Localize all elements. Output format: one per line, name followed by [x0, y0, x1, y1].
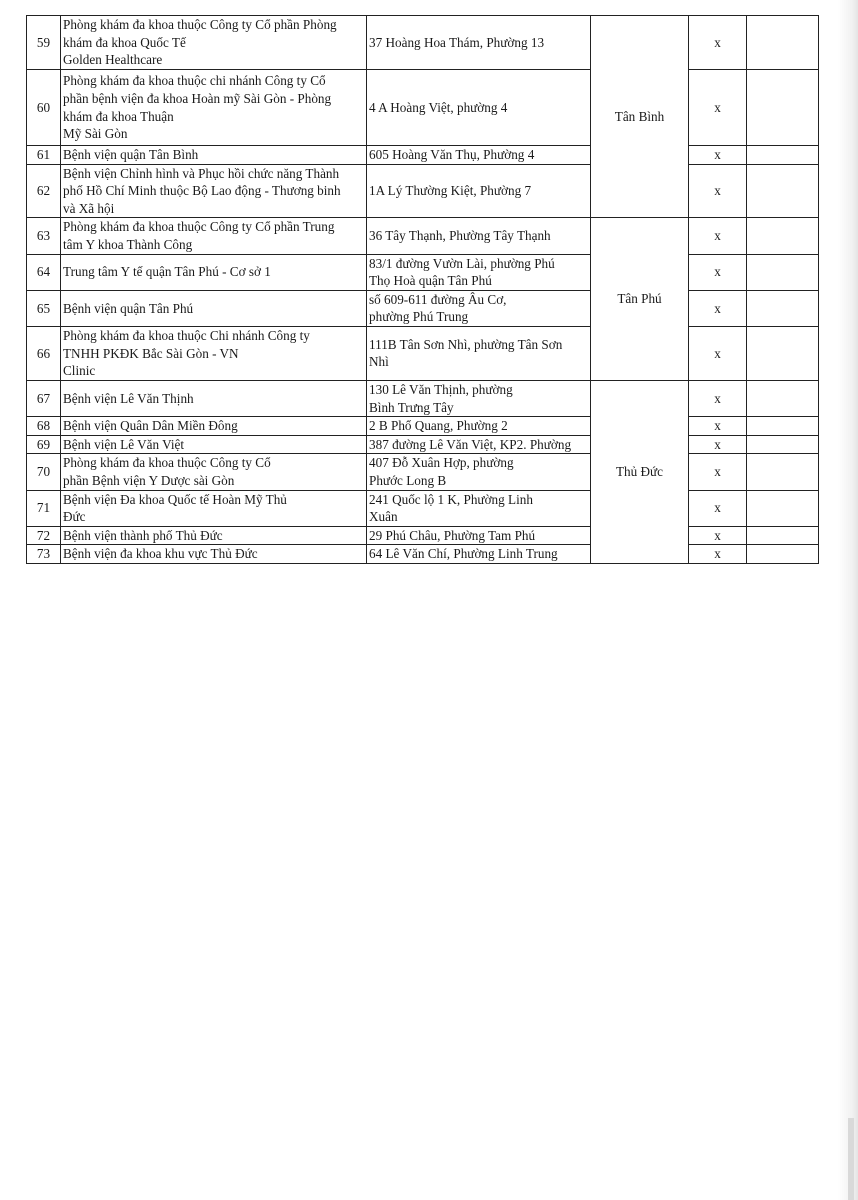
cell-line: Bệnh viện thành phố Thủ Đức: [63, 527, 223, 543]
facility-name: [61, 16, 367, 70]
table-row: [27, 70, 819, 146]
facility-name: [61, 526, 367, 545]
empty-cell: [747, 146, 819, 165]
cell-line: Bệnh viện Đa khoa Quốc tế Hoàn Mỹ Thủ: [63, 491, 287, 507]
cell-line: Bình Trưng Tây: [369, 399, 454, 415]
facility-name: [61, 70, 367, 146]
cell-line: Bệnh viện Chỉnh hình và Phục hồi chức năng Thành: [63, 165, 340, 181]
row-number: 65: [27, 290, 61, 326]
cell-line: 130 Lê Văn Thịnh, phường: [369, 381, 513, 397]
facility-name: [61, 417, 367, 436]
cell-line: Phòng khám đa khoa thuộc Chi nhánh Công ty: [63, 328, 310, 344]
facility-address: [367, 490, 591, 526]
table-row: [27, 454, 819, 490]
cell-line: 407 Đỗ Xuân Hợp, phường: [369, 455, 514, 471]
facility-name: [61, 326, 367, 380]
facility-address: [367, 326, 591, 380]
cell-line: Bệnh viện quận Tân Phú: [63, 300, 194, 316]
cell-line: 241 Quốc lộ 1 K, Phường Linh: [369, 491, 533, 507]
check-mark: x: [689, 164, 747, 218]
check-mark: x: [689, 326, 747, 380]
scroll-edge-mark: [848, 1118, 854, 1200]
check-mark: x: [689, 545, 747, 564]
check-mark: x: [689, 454, 747, 490]
cell-line: Thọ Hoà quận Tân Phú: [369, 273, 492, 289]
facility-name: [61, 146, 367, 165]
cell-line: khám đa khoa Thuận: [63, 108, 174, 124]
row-number: 69: [27, 435, 61, 454]
cell-line: Phòng khám đa khoa thuộc Công ty Cổ phần Phòng: [63, 17, 337, 33]
empty-cell: [747, 254, 819, 290]
cell-line: Mỹ Sài Gòn: [63, 126, 128, 142]
row-number: 64: [27, 254, 61, 290]
cell-line: Đức: [63, 509, 86, 525]
row-number: 67: [27, 380, 61, 416]
empty-cell: [747, 70, 819, 146]
cell-line: Bệnh viện Lê Văn Thịnh: [63, 390, 194, 406]
table-row: [27, 490, 819, 526]
facility-name: [61, 435, 367, 454]
facility-address: [367, 164, 591, 218]
facility-address: [367, 146, 591, 165]
cell-line: Phước Long B: [369, 472, 447, 488]
facility-address: [367, 545, 591, 564]
table-row: [27, 16, 819, 70]
cell-line: 2 B Phổ Quang, Phường 2: [369, 418, 508, 434]
hospital-table: [26, 15, 819, 564]
cell-line: Bệnh viện Quân Dân Miền Đông: [63, 418, 238, 434]
check-mark: x: [689, 380, 747, 416]
empty-cell: [747, 326, 819, 380]
check-mark: x: [689, 435, 747, 454]
cell-line: 64 Lê Văn Chí, Phường Linh Trung: [369, 546, 558, 562]
facility-name: [61, 290, 367, 326]
row-number: 66: [27, 326, 61, 380]
cell-line: phố Hồ Chí Minh thuộc Bộ Lao động - Thương binh: [63, 183, 341, 199]
row-number: 59: [27, 16, 61, 70]
facility-address: [367, 290, 591, 326]
cell-line: 387 đường Lê Văn Việt, KP2. Phường: [369, 436, 572, 452]
cell-line: phần bệnh viện đa khoa Hoàn mỹ Sài Gòn - Phòng: [63, 90, 332, 106]
table-row: [27, 380, 819, 416]
district-name: Tân Phú: [591, 218, 689, 381]
empty-cell: [747, 526, 819, 545]
table-row: [27, 164, 819, 218]
cell-line: Bệnh viện đa khoa khu vực Thủ Đức: [63, 546, 258, 562]
table-row: [27, 146, 819, 165]
check-mark: x: [689, 490, 747, 526]
check-mark: x: [689, 146, 747, 165]
empty-cell: [747, 454, 819, 490]
facility-address: [367, 218, 591, 254]
facility-address: [367, 380, 591, 416]
empty-cell: [747, 545, 819, 564]
cell-line: số 609-611 đường Âu Cơ,: [369, 291, 507, 307]
cell-line: tâm Y khoa Thành Công: [63, 236, 193, 252]
table-row: [27, 417, 819, 436]
facility-address: [367, 526, 591, 545]
table-row: [27, 435, 819, 454]
facility-name: [61, 380, 367, 416]
empty-cell: [747, 218, 819, 254]
row-number: 62: [27, 164, 61, 218]
cell-line: Xuân: [369, 509, 398, 525]
cell-line: 83/1 đường Vườn Lài, phường Phú: [369, 255, 555, 271]
row-number: 63: [27, 218, 61, 254]
check-mark: x: [689, 526, 747, 545]
empty-cell: [747, 417, 819, 436]
empty-cell: [747, 435, 819, 454]
row-number: 71: [27, 490, 61, 526]
empty-cell: [747, 290, 819, 326]
facility-name: [61, 218, 367, 254]
facility-name: [61, 490, 367, 526]
row-number: 68: [27, 417, 61, 436]
row-number: 73: [27, 545, 61, 564]
cell-line: Clinic: [63, 363, 96, 379]
empty-cell: [747, 164, 819, 218]
cell-line: 605 Hoàng Văn Thụ, Phường 4: [369, 147, 535, 162]
table-row: [27, 526, 819, 545]
table-row: [27, 545, 819, 564]
cell-line: TNHH PKĐK Bắc Sài Gòn - VN: [63, 345, 239, 361]
cell-line: 37 Hoàng Hoa Thám, Phường 13: [369, 34, 545, 50]
facility-name: [61, 164, 367, 218]
cell-line: và Xã hội: [63, 200, 115, 216]
empty-cell: [747, 490, 819, 526]
cell-line: Golden Healthcare: [63, 52, 163, 68]
cell-line: Bệnh viện quận Tân Bình: [63, 147, 199, 162]
district-name: Thủ Đức: [591, 380, 689, 563]
table-body: [27, 16, 819, 564]
check-mark: x: [689, 218, 747, 254]
cell-line: Phòng khám đa khoa thuộc Công ty Cổ phần Trung: [63, 219, 335, 235]
cell-line: Trung tâm Y tế quận Tân Phú - Cơ sở 1: [63, 264, 271, 280]
cell-line: phường Phú Trung: [369, 309, 469, 325]
cell-line: 1A Lý Thường Kiệt, Phường 7: [369, 183, 532, 199]
table-row: [27, 326, 819, 380]
facility-name: [61, 254, 367, 290]
facility-address: [367, 417, 591, 436]
cell-line: 111B Tân Sơn Nhì, phường Tân Sơn: [369, 336, 563, 352]
check-mark: x: [689, 70, 747, 146]
cell-line: Nhì: [369, 354, 389, 370]
table-row: [27, 218, 819, 254]
cell-line: 36 Tây Thạnh, Phường Tây Thạnh: [369, 228, 551, 244]
check-mark: x: [689, 290, 747, 326]
cell-line: Phòng khám đa khoa thuộc Công ty Cổ: [63, 455, 271, 471]
cell-line: Bệnh viện Lê Văn Việt: [63, 436, 185, 452]
facility-address: [367, 16, 591, 70]
empty-cell: [747, 380, 819, 416]
empty-cell: [747, 16, 819, 70]
cell-line: 4 A Hoàng Việt, phường 4: [369, 99, 508, 115]
cell-line: 29 Phú Châu, Phường Tam Phú: [369, 527, 536, 543]
district-name: Tân Bình: [591, 16, 689, 218]
page-edge-shadow: [838, 0, 858, 1200]
table-row: [27, 254, 819, 290]
cell-line: phần Bệnh viện Y Dược sài Gòn: [63, 472, 235, 488]
cell-line: khám đa khoa Quốc Tế: [63, 34, 186, 50]
facility-address: [367, 454, 591, 490]
facility-address: [367, 254, 591, 290]
cell-line: Phòng khám đa khoa thuộc chi nhánh Công ty Cổ: [63, 73, 326, 89]
facility-address: [367, 70, 591, 146]
row-number: 70: [27, 454, 61, 490]
check-mark: x: [689, 16, 747, 70]
table-row: [27, 290, 819, 326]
check-mark: x: [689, 254, 747, 290]
facility-address: [367, 435, 591, 454]
check-mark: x: [689, 417, 747, 436]
facility-name: [61, 545, 367, 564]
row-number: 60: [27, 70, 61, 146]
row-number: 61: [27, 146, 61, 165]
row-number: 72: [27, 526, 61, 545]
facility-name: [61, 454, 367, 490]
